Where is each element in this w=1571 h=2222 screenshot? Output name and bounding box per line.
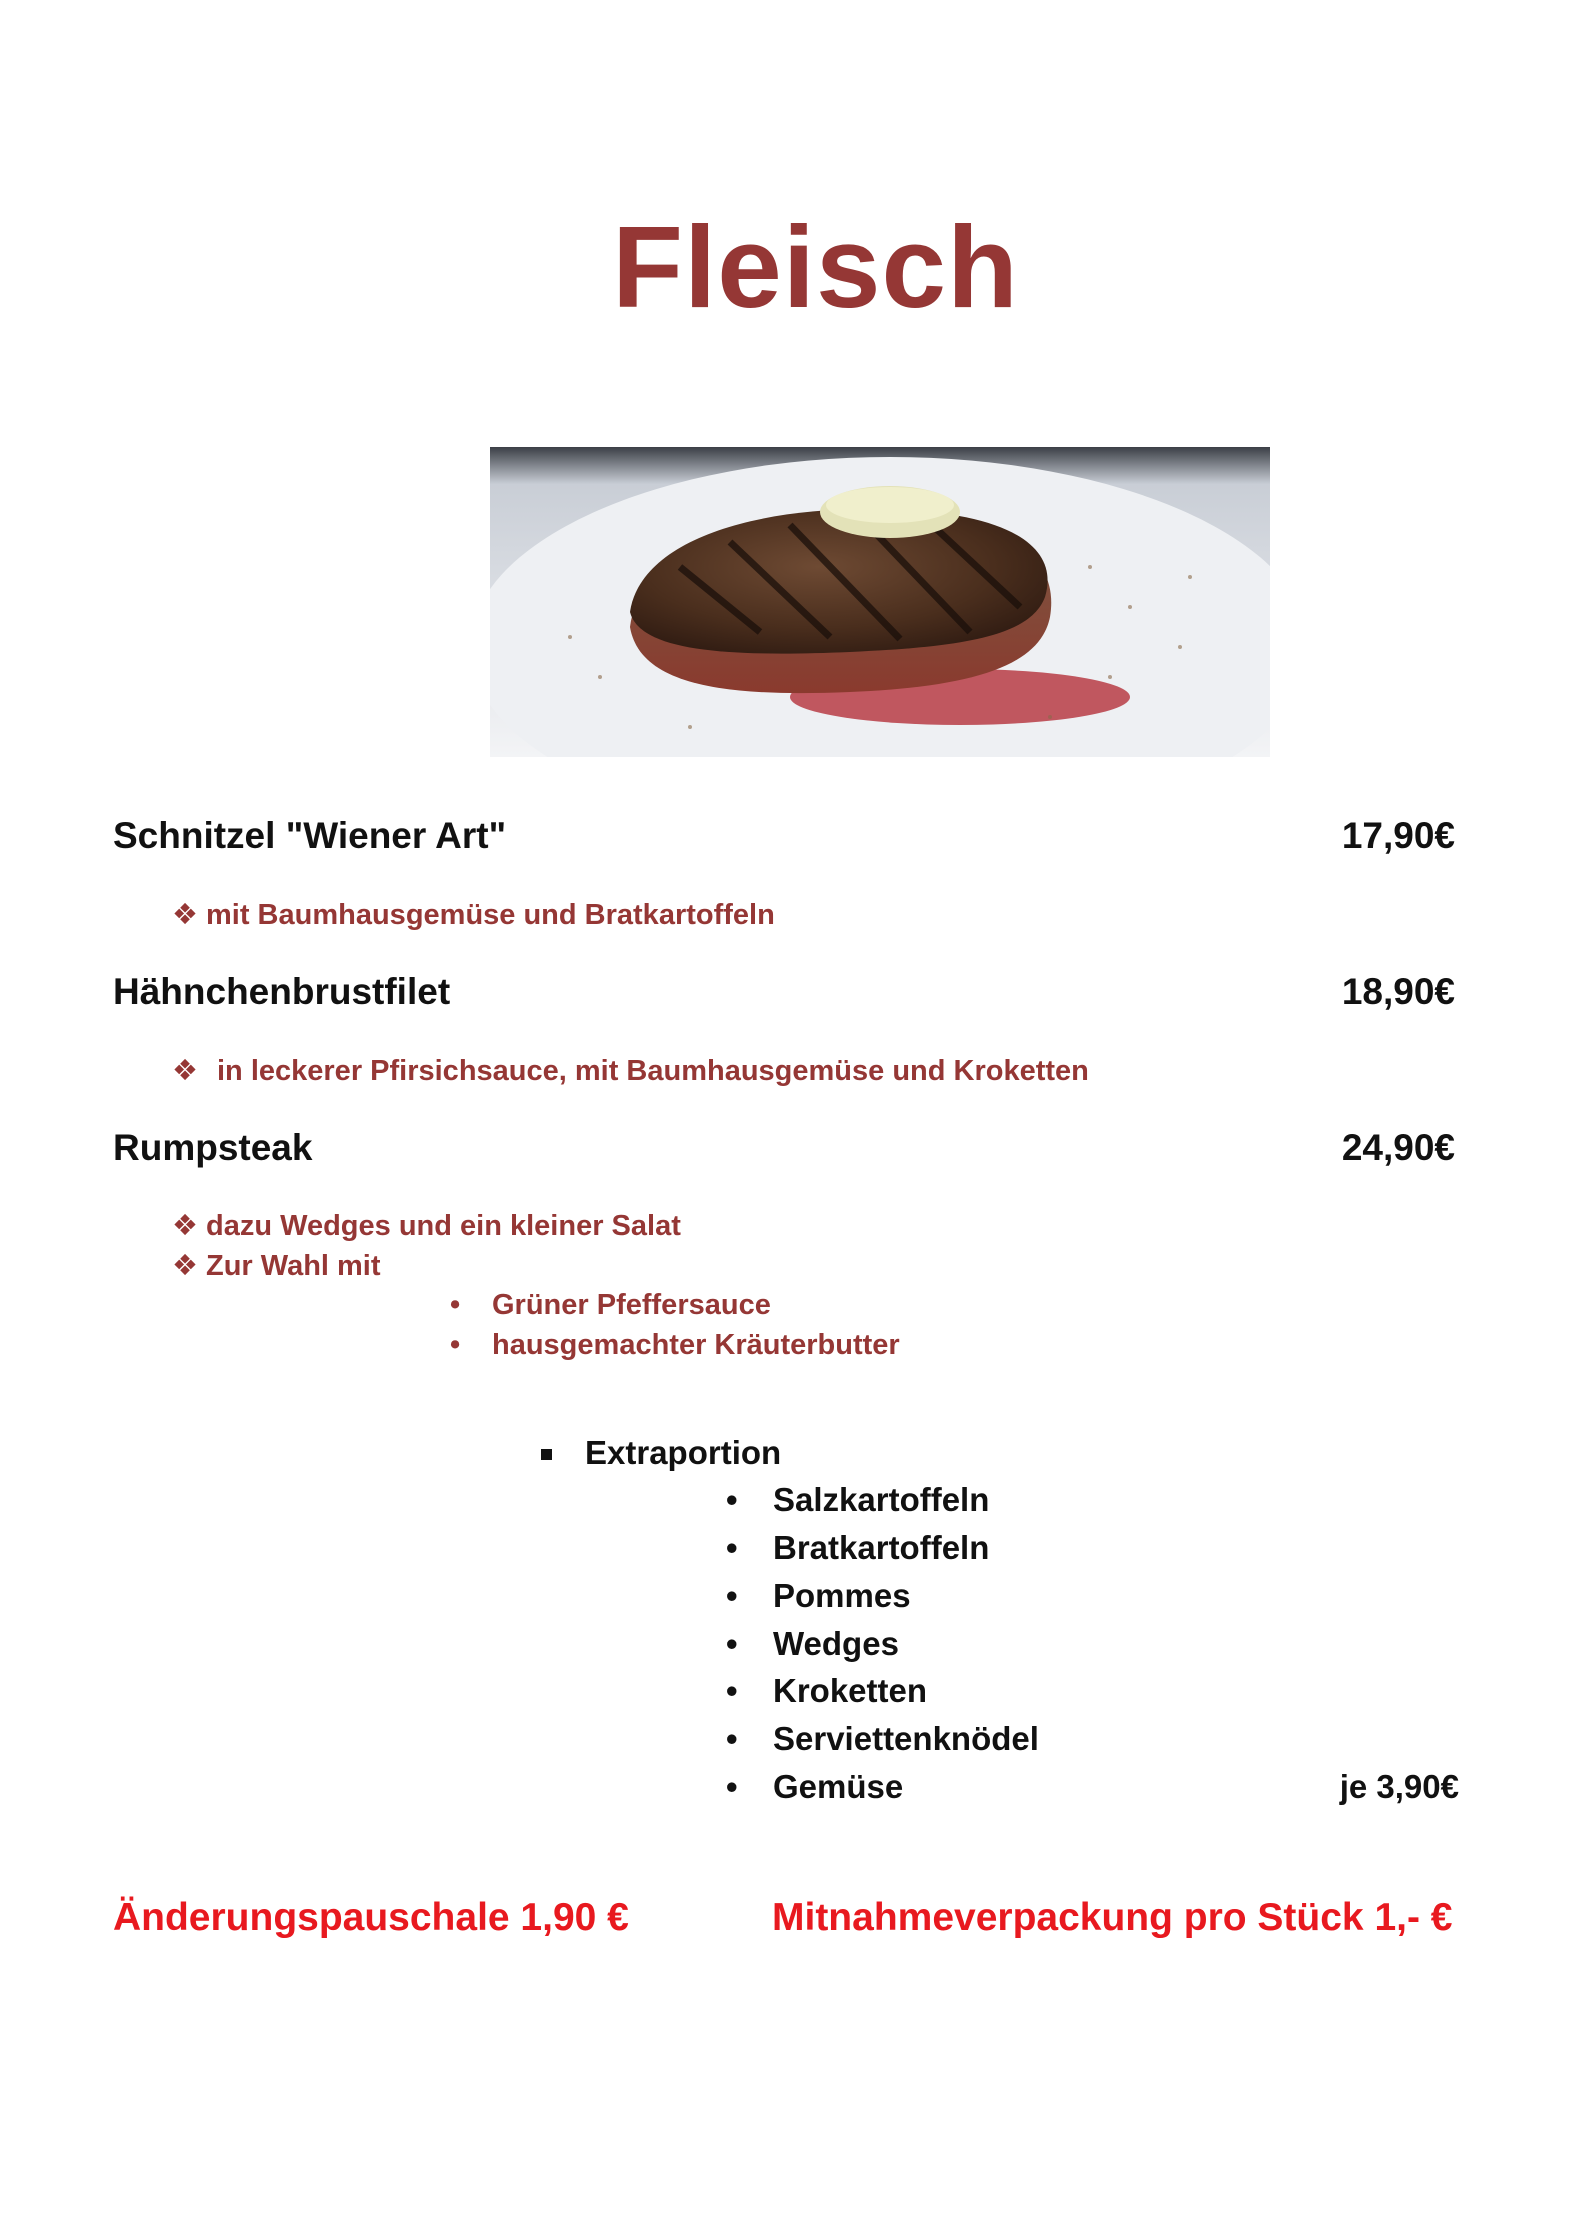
side-item: • Kroketten (726, 1672, 928, 1709)
item-name-schnitzel: Schnitzel "Wiener Art" (113, 815, 507, 856)
bullet-icon: • (726, 1768, 738, 1805)
item-desc-rumpsteak-1: ❖ dazu Wedges und ein kleiner Salat (172, 1210, 681, 1242)
bullet-icon: • (726, 1625, 738, 1662)
bullet-icon: • (726, 1529, 738, 1566)
item-name-rumpsteak: Rumpsteak (113, 1127, 313, 1168)
side-item: • Wedges (726, 1625, 899, 1662)
extras-price: je 3,90€ (1339, 1768, 1459, 1805)
four-diamond-icon: ❖ (172, 899, 198, 931)
change-fee-note: Änderungspauschale 1,90 € (113, 1896, 629, 1939)
side-item: • Bratkartoffeln (726, 1529, 990, 1566)
item-price-rumpsteak: 24,90€ (1341, 1127, 1455, 1168)
sauce-option: • hausgemachter Kräuterbutter (450, 1329, 900, 1361)
four-diamond-icon: ❖ (172, 1250, 198, 1282)
sauce-option: • Grüner Pfeffersauce (450, 1289, 771, 1321)
takeaway-packaging-note: Mitnahmeverpackung pro Stück 1,- € (772, 1896, 1453, 1939)
item-price-schnitzel: 17,90€ (1341, 815, 1455, 856)
four-diamond-icon: ❖ (172, 1210, 198, 1242)
extraportion-heading: Extraportion (585, 1434, 781, 1472)
item-desc-rumpsteak-2: ❖ Zur Wahl mit (172, 1250, 381, 1282)
bullet-icon: • (726, 1672, 738, 1709)
item-price-haehnchen: 18,90€ (1341, 971, 1455, 1012)
side-item: • Salzkartoffeln (726, 1481, 990, 1518)
steak-image (490, 447, 1270, 757)
item-desc-haehnchen: ❖ in leckerer Pfirsichsauce, mit Baumhausgemüse und Kroketten (172, 1055, 1089, 1087)
steak-photo (490, 447, 1270, 757)
bullet-icon: • (450, 1329, 461, 1361)
side-item: • Gemüse (726, 1768, 904, 1805)
item-desc-schnitzel: ❖ mit Baumhausgemüse und Bratkartoffeln (172, 899, 775, 931)
bullet-icon: • (726, 1720, 738, 1757)
side-item: • Serviettenknödel (726, 1720, 1039, 1757)
side-item: • Pommes (726, 1577, 911, 1614)
four-diamond-icon: ❖ (172, 1055, 198, 1087)
item-name-haehnchen: Hähnchenbrustfilet (113, 971, 451, 1012)
page-title: Fleisch (612, 202, 1019, 332)
bullet-icon: • (726, 1481, 738, 1518)
bullet-icon: • (726, 1577, 738, 1614)
square-bullet-icon (541, 1449, 552, 1460)
bullet-icon: • (450, 1289, 461, 1321)
